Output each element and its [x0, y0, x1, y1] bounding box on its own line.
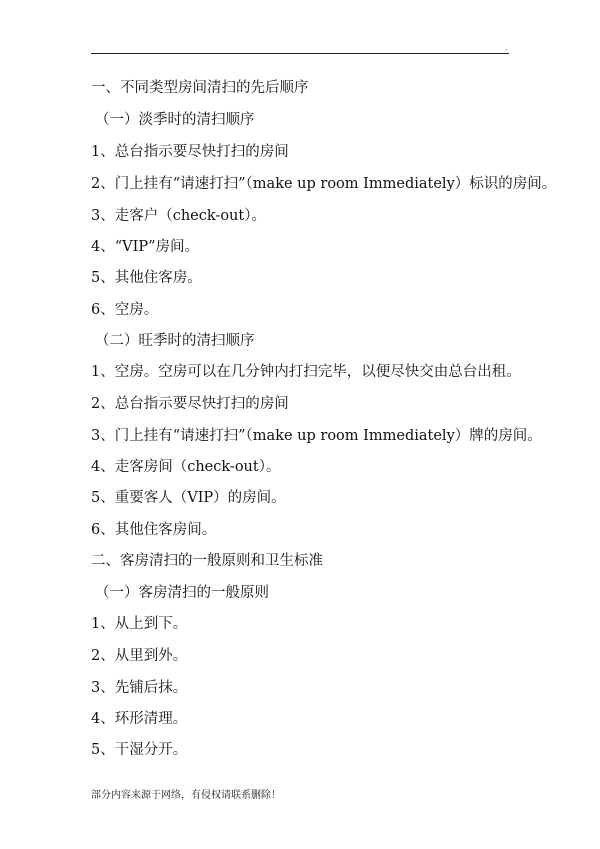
list-item: 4、环形清理。: [91, 711, 188, 727]
list-item: 3、走客户（check-out）。: [91, 208, 266, 224]
section-heading: 二、客房清扫的一般原则和卫生标准: [91, 553, 323, 569]
footer-disclaimer: 部分内容来源于网络，有侵权请联系删除！: [91, 790, 281, 801]
header-rule: [91, 53, 509, 54]
subsection-heading: （一）淡季时的清扫顺序: [95, 112, 255, 128]
list-item: 6、其他住客房间。: [91, 522, 217, 538]
list-item: 4、走客房间（check-out）。: [91, 459, 281, 475]
list-item: 4、“VIP”房间。: [91, 239, 200, 255]
list-item: 5、干湿分开。: [91, 742, 188, 758]
section-heading: 一、不同类型房间清扫的先后顺序: [91, 80, 309, 96]
list-item: 5、其他住客房。: [91, 270, 202, 286]
list-item: 1、空房。空房可以在几分钟内打扫完毕，以便尽快交由总台出租。: [91, 364, 521, 380]
list-item: 3、门上挂有“请速打扫”（make up room Immediately）牌的房间。: [91, 428, 542, 444]
header-mark: .: [505, 43, 508, 52]
list-item: 1、从上到下。: [91, 616, 188, 632]
list-item: 2、从里到外。: [91, 648, 188, 664]
subsection-heading: （一）客房清扫的一般原则: [95, 585, 269, 601]
list-item: 5、重要客人（VIP）的房间。: [91, 490, 286, 506]
list-item: 3、先铺后抹。: [91, 680, 188, 696]
list-item: 2、门上挂有“请速打扫”（make up room Immediately）标识的房间。: [91, 176, 557, 192]
list-item: 2、总台指示要尽快打扫的房间: [91, 396, 289, 412]
list-item: 1、总台指示要尽快打扫的房间: [91, 144, 289, 160]
subsection-heading: （二）旺季时的清扫顺序: [95, 333, 255, 349]
list-item: 6、空房。: [91, 302, 159, 318]
